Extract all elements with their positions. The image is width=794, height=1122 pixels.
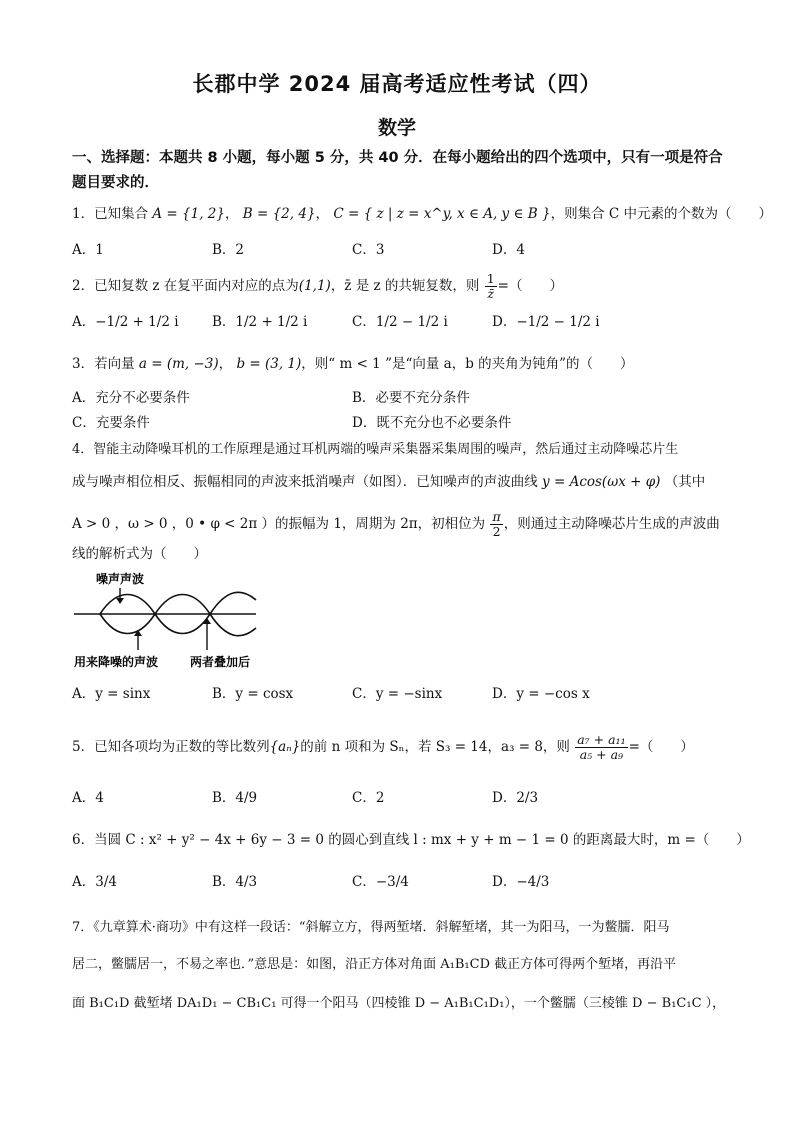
q5-option-d: D．2/3: [492, 790, 539, 806]
q4-option-c: C．y = −sinx: [352, 686, 443, 702]
q4-option-d: D．y = −cos x: [492, 686, 590, 702]
q6-option-b: B．4/3: [212, 874, 258, 890]
q3-vec-a: a = (m, −3): [138, 356, 219, 372]
q2-stem-c: =（ ）: [497, 278, 563, 294]
fig-arrowhead-noise: [116, 598, 124, 604]
q2-option-b: B．1/2 + 1/2 i: [212, 314, 308, 330]
exam-title: 长郡中学 2024 届高考适应性考试（四）: [192, 72, 602, 96]
question-1: 1．已知集合 A = {1, 2}， B = {2, 4}， C = { z | z = x^y, x ∈ A, y ∈ B }，则集合 C 中元素的个数为（ ）: [72, 206, 772, 222]
q4-line-4: 线的解析式为（ ）: [72, 546, 207, 562]
q2-option-a-text: −1/2 + 1/2 i: [95, 314, 179, 330]
q3-option-c: C．充要条件: [72, 415, 150, 431]
q2-stem-a: 2．已知复数 z 在复平面内对应的点为: [72, 278, 299, 294]
q2-option-b-text: 1/2 + 1/2 i: [235, 314, 308, 330]
subject-title: 数学: [377, 117, 416, 139]
q5-ratio-fraction: $\frac{\text{a₇ + a₁₁}}{\text{a₅ + a₉}}$: [577, 732, 626, 762]
q4-option-a: A．y = sinx: [72, 686, 151, 702]
q1-set-b: B = {2, 4}: [242, 206, 316, 222]
q3-stem-a: 3．若向量: [72, 356, 135, 372]
q3-option-a: A．充分不必要条件: [72, 390, 190, 406]
q4-line-1: 4．智能主动降噪耳机的工作原理是通过耳机两端的噪声采集器采集周围的噪声，然后通过主动降噪芯片生: [72, 442, 679, 457]
q2-point: (1,1): [298, 278, 331, 294]
q1-option-b: B．2: [212, 242, 245, 258]
q3-vec-b: b = (3, 1): [236, 356, 302, 372]
q4-option-b: B．y = cosx: [212, 686, 294, 702]
q5-sequence: {aₙ}: [269, 739, 301, 755]
q3-option-b: B．必要不充分条件: [352, 390, 470, 406]
q1-option-d: D．4: [492, 242, 525, 258]
q2-option-a: A．−1/2 + 1/2 i: [72, 314, 179, 330]
q2-option-d-text: −1/2 − 1/2 i: [516, 314, 600, 330]
q2-stem-b: ，z̄ 是 z 的共轭复数，则: [330, 278, 480, 294]
q3-option-d: D．既不充分也不必要条件: [352, 415, 512, 431]
q2-option-d: D．−1/2 − 1/2 i: [492, 314, 600, 330]
q6-option-c: C．−3/4: [352, 874, 409, 890]
question-2: [72, 272, 732, 301]
fig-label-noise: 噪声声波: [96, 572, 145, 586]
q6-option-d: D．−4/3: [492, 874, 550, 890]
q1-stem-a: 1．已知集合: [72, 206, 149, 222]
q2-fraction: $\frac{1}{z̄}$: [486, 271, 495, 301]
fig-label-cancel: 用来降噪的声波: [74, 655, 159, 669]
question-5: 5．已知各项均为正数的等比数列{aₙ}的前 n 项和为 Sₙ，若 S₃ = 14，a₃ = 8，则 $\frac{\text{a₇ + a₁₁}}{\text{a₅ + a₉}}$ =（ ）: [72, 732, 694, 762]
q4-phase-fraction: $\frac{\pi}{2}$: [492, 509, 501, 539]
question-3: 3．若向量 a = (m, −3)， b = (3, 1)，则“ m < 1 ”是“向量 a，b 的夹角为钝角”的（ ）: [72, 356, 634, 372]
q2-option-c: C．1/2 − 1/2 i: [352, 314, 448, 330]
q5-option-a: A．4: [72, 790, 104, 806]
q4-wave-equation: y = Acos(ωx + φ): [542, 474, 661, 490]
q1-set-a: A = {1, 2}: [152, 206, 225, 222]
q5-option-c: C．2: [352, 790, 385, 806]
q5-option-b: B．4/9: [212, 790, 258, 806]
q6-option-a: A．3/4: [72, 874, 117, 890]
q7-line-2: 居二，鳖臑居一，不易之率也．”意思是：如图，沿正方体对角面 A₁B₁CD 截正方体可得两个堑堵，再沿平: [72, 957, 677, 972]
noise-cancel-figure: [70, 570, 270, 670]
q1-set-c: C = { z | z = x^y, x ∈ A, y ∈ B }: [333, 206, 551, 222]
q4-line-3: A > 0 ，ω > 0 ，0 • φ < 2π ）的振幅为 1，周期为 2π，初相位为 $\frac{\pi}{2}$ ，则通过主动降噪芯片生成的声波曲: [72, 509, 720, 539]
q1-option-a: A．1: [72, 242, 104, 258]
fig-label-sum: 两者叠加后: [190, 655, 251, 669]
q7-line-1: 7．《九章算术·商功》中有这样一段话：“斜解立方，得两堑堵．斜解堑堵，其一为阳马，一为鳖臑．阳马: [72, 920, 670, 935]
q1-option-c: C．3: [352, 242, 385, 258]
q3-stem-b: ，则“ m < 1 ”是“向量 a，b 的夹角为钝角”的（ ）: [301, 356, 634, 372]
q1-stem-b: ，则集合 C 中元素的个数为（ ）: [550, 206, 772, 222]
q7-line-3: 面 B₁C₁D 截堑堵 DA₁D₁ − CB₁C₁ 可得一个阳马（四棱锥 D − A₁B₁C₁D₁），一个鳖臑（三棱锥 D − B₁C₁C ），: [72, 996, 726, 1011]
q2-option-c-text: 1/2 − 1/2 i: [375, 314, 448, 330]
question-6: 6．当圆 C : x² + y² − 4x + 6y − 3 = 0 的圆心到直线 l : mx + y + m − 1 = 0 的距离最大时，m =（ ）: [72, 832, 750, 848]
fig-cancel-wave: [100, 595, 256, 636]
q4-line-2: 成与噪声相位相反、振幅相同的声波来抵消噪声（如图）．已知噪声的声波曲线 y = Acos(ωx + φ) （其中: [72, 474, 706, 490]
fig-arrowhead-cancel: [134, 630, 142, 636]
section-heading: 一、选择题：本题共 8 小题，每小题 5 分，共 40 分．在每小题给出的四个选项中，只有一项是符合题目要求的．: [72, 150, 723, 191]
